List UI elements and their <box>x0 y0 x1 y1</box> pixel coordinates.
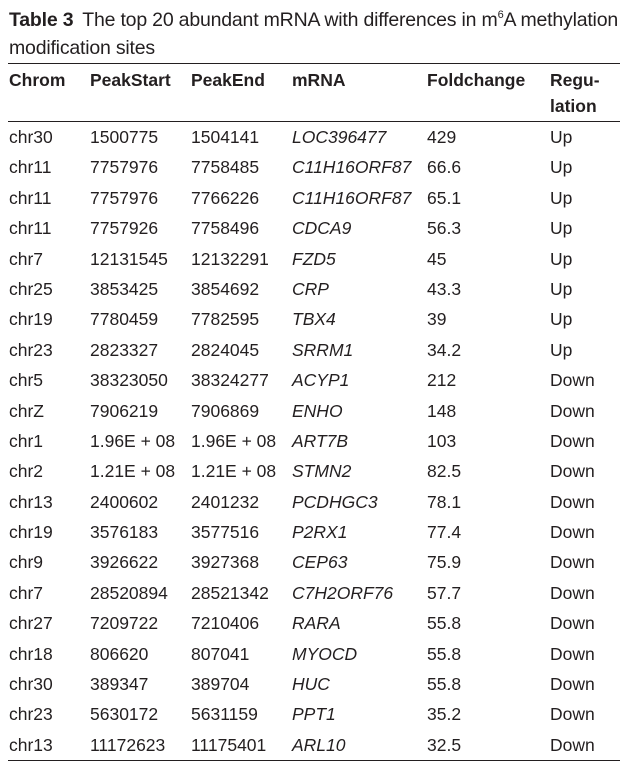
cell-peak-start: 5630172 <box>90 704 159 725</box>
cell-regulation: Down <box>550 370 595 391</box>
table-row <box>0 365 629 395</box>
cell-peak-start: 7757976 <box>90 187 159 208</box>
cell-foldchange: 78.1 <box>427 491 462 512</box>
cell-peak-end: 38324277 <box>191 370 269 391</box>
cell-foldchange: 212 <box>427 370 457 391</box>
caption-text-part-1: The top 20 abundant mRNA with differences in m <box>82 9 498 31</box>
cell-peak-end: 7210406 <box>191 613 260 634</box>
cell-mrna: MYOCD <box>292 643 358 664</box>
cell-mrna: RARA <box>292 613 341 634</box>
cell-regulation: Up <box>550 127 573 147</box>
table-row <box>0 639 629 669</box>
cell-peak-end: 1.96E + 08 <box>191 430 277 451</box>
cell-foldchange: 55.8 <box>427 674 462 695</box>
cell-mrna: CRP <box>292 278 329 299</box>
cell-chrom: chr11 <box>9 218 52 239</box>
cell-chrom: chrZ <box>9 400 44 421</box>
table-row <box>0 699 629 729</box>
table-row <box>0 152 629 182</box>
cell-foldchange: 55.8 <box>427 643 462 664</box>
cell-mrna: STMN2 <box>292 461 352 482</box>
cell-regulation: Down <box>550 522 595 543</box>
cell-chrom: chr13 <box>9 491 53 512</box>
cell-chrom: chr9 <box>9 552 44 573</box>
cell-chrom: chr30 <box>9 674 53 695</box>
table-caption <box>9 6 619 62</box>
cell-chrom: chr13 <box>9 734 53 755</box>
table-row <box>0 274 629 304</box>
cell-regulation: Down <box>550 704 595 725</box>
cell-chrom: chr5 <box>9 370 44 391</box>
cell-peak-start: 38323050 <box>90 370 168 391</box>
cell-chrom: chr23 <box>9 339 53 360</box>
table-row <box>0 669 629 699</box>
cell-mrna: C11H16ORF87 <box>292 187 412 208</box>
cell-peak-end: 1504141 <box>191 127 260 147</box>
table-body <box>0 122 629 760</box>
cell-mrna: CDCA9 <box>292 218 352 239</box>
cell-peak-start: 7757976 <box>90 157 159 178</box>
cell-peak-start: 3576183 <box>90 522 159 543</box>
cell-peak-start: 7209722 <box>90 613 159 634</box>
column-header-chrom: Chrom <box>9 70 66 90</box>
cell-foldchange: 35.2 <box>427 704 462 725</box>
cell-regulation: Down <box>550 582 595 603</box>
table-row <box>0 183 629 213</box>
cell-regulation: Down <box>550 491 595 512</box>
cell-peak-end: 3854692 <box>191 278 260 299</box>
cell-peak-start: 2400602 <box>90 491 159 512</box>
cell-peak-end: 3577516 <box>191 522 260 543</box>
table-row <box>0 547 629 577</box>
cell-regulation: Down <box>550 643 595 664</box>
column-header-foldchange: Foldchange <box>427 70 526 90</box>
table-row <box>0 456 629 486</box>
column-header-peakstart: PeakStart <box>90 70 171 90</box>
cell-foldchange: 55.8 <box>427 613 462 634</box>
cell-chrom: chr7 <box>9 582 44 603</box>
cell-mrna: C7H2ORF76 <box>292 582 394 603</box>
table-row <box>0 730 629 760</box>
cell-chrom: chr7 <box>9 248 44 269</box>
column-header-peakend: PeakEnd <box>191 70 265 90</box>
cell-peak-start: 1500775 <box>90 127 159 147</box>
cell-peak-start: 1.21E + 08 <box>90 461 176 482</box>
cell-chrom: chr1 <box>9 430 44 451</box>
cell-regulation: Down <box>550 400 595 421</box>
caption-text-part-2: A methylation modification sites <box>9 9 618 59</box>
table-row <box>0 244 629 274</box>
cell-peak-start: 11172623 <box>90 734 166 755</box>
cell-regulation: Down <box>550 430 595 451</box>
cell-mrna: P2RX1 <box>292 522 348 543</box>
cell-foldchange: 66.6 <box>427 157 462 178</box>
table-row <box>0 426 629 456</box>
column-header-regulation: Regu- lation <box>550 70 600 116</box>
cell-regulation: Up <box>550 309 573 330</box>
cell-regulation: Up <box>550 157 573 178</box>
cell-chrom: chr23 <box>9 704 53 725</box>
cell-mrna: ENHO <box>292 400 343 421</box>
cell-mrna: HUC <box>292 674 330 695</box>
cell-peak-end: 5631159 <box>191 704 258 725</box>
cell-peak-start: 7780459 <box>90 309 159 330</box>
table-top-rule <box>8 63 620 64</box>
table-bottom-rule <box>8 760 620 761</box>
cell-foldchange: 45 <box>427 248 447 269</box>
cell-foldchange: 65.1 <box>427 187 462 208</box>
cell-peak-end: 2824045 <box>191 339 260 360</box>
cell-foldchange: 32.5 <box>427 734 462 755</box>
cell-peak-end: 3927368 <box>191 552 260 573</box>
cell-mrna: ARL10 <box>292 734 346 755</box>
cell-foldchange: 148 <box>427 400 457 421</box>
cell-peak-end: 389704 <box>191 674 250 695</box>
cell-mrna: ACYP1 <box>292 370 350 391</box>
table-row <box>0 608 629 638</box>
table-row <box>0 487 629 517</box>
cell-peak-end: 7758496 <box>191 218 260 239</box>
cell-foldchange: 57.7 <box>427 582 462 603</box>
cell-foldchange: 43.3 <box>427 278 462 299</box>
cell-foldchange: 56.3 <box>427 218 462 239</box>
cell-peak-end: 7766226 <box>191 187 260 208</box>
cell-peak-end: 12132291 <box>191 248 269 269</box>
table-row <box>0 213 629 243</box>
cell-regulation: Down <box>550 461 595 482</box>
cell-peak-start: 3926622 <box>90 552 159 573</box>
cell-peak-end: 1.21E + 08 <box>191 461 277 482</box>
cell-peak-start: 28520894 <box>90 582 168 603</box>
cell-peak-end: 7758485 <box>191 157 260 178</box>
cell-peak-end: 7906869 <box>191 400 260 421</box>
caption-superscript: 6 <box>497 8 504 21</box>
column-header-mrna: mRNA <box>292 70 346 90</box>
cell-regulation: Down <box>550 552 595 573</box>
cell-mrna: SRRM1 <box>292 339 354 360</box>
cell-regulation: Down <box>550 613 595 634</box>
cell-regulation: Up <box>550 278 573 299</box>
cell-peak-start: 7906219 <box>90 400 159 421</box>
cell-peak-start: 12131545 <box>90 248 168 269</box>
cell-regulation: Down <box>550 734 595 755</box>
cell-peak-end: 28521342 <box>191 582 269 603</box>
cell-foldchange: 82.5 <box>427 461 462 482</box>
cell-peak-start: 7757926 <box>90 218 159 239</box>
cell-mrna: PPT1 <box>292 704 336 725</box>
cell-foldchange: 34.2 <box>427 339 462 360</box>
cell-foldchange: 429 <box>427 127 457 147</box>
cell-regulation: Up <box>550 339 573 360</box>
table-row <box>0 396 629 426</box>
cell-peak-end: 7782595 <box>191 309 260 330</box>
cell-peak-end: 11175401 <box>191 734 267 755</box>
cell-regulation: Up <box>550 248 573 269</box>
cell-mrna: CEP63 <box>292 552 348 573</box>
cell-mrna: ART7B <box>292 430 349 451</box>
cell-mrna: TBX4 <box>292 309 336 330</box>
table-header-row <box>0 67 629 119</box>
cell-chrom: chr30 <box>9 127 53 147</box>
cell-regulation: Up <box>550 187 573 208</box>
table-row <box>0 578 629 608</box>
cell-chrom: chr19 <box>9 309 53 330</box>
cell-chrom: chr18 <box>9 643 53 664</box>
cell-regulation: Down <box>550 674 595 695</box>
cell-mrna: LOC396477 <box>292 127 387 147</box>
cell-foldchange: 103 <box>427 430 457 451</box>
cell-chrom: chr11 <box>9 157 52 178</box>
cell-chrom: chr25 <box>9 278 53 299</box>
cell-peak-end: 2401232 <box>191 491 260 512</box>
cell-peak-start: 2823327 <box>90 339 159 360</box>
cell-mrna: C11H16ORF87 <box>292 157 412 178</box>
table-row <box>0 122 629 152</box>
cell-foldchange: 77.4 <box>427 522 462 543</box>
cell-regulation: Up <box>550 218 573 239</box>
cell-peak-start: 389347 <box>90 674 149 695</box>
cell-mrna: PCDHGC3 <box>292 491 378 512</box>
cell-chrom: chr19 <box>9 522 53 543</box>
table-row <box>0 335 629 365</box>
table-row <box>0 304 629 334</box>
cell-chrom: chr2 <box>9 461 44 482</box>
cell-foldchange: 39 <box>427 309 447 330</box>
cell-mrna: FZD5 <box>292 248 336 269</box>
cell-chrom: chr27 <box>9 613 53 634</box>
table-row <box>0 517 629 547</box>
cell-peak-end: 807041 <box>191 643 250 664</box>
cell-peak-start: 3853425 <box>90 278 159 299</box>
caption-label: Table 3 <box>9 9 74 31</box>
cell-peak-start: 1.96E + 08 <box>90 430 176 451</box>
cell-chrom: chr11 <box>9 187 52 208</box>
cell-peak-start: 806620 <box>90 643 149 664</box>
cell-foldchange: 75.9 <box>427 552 462 573</box>
